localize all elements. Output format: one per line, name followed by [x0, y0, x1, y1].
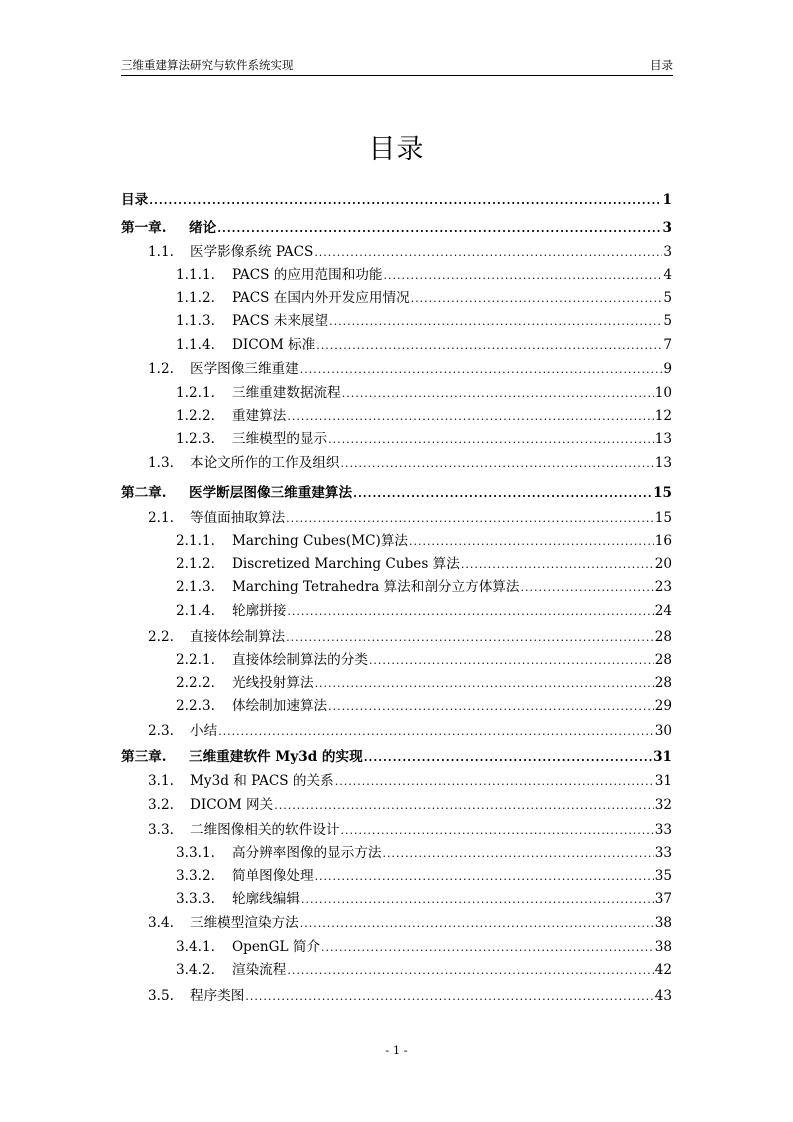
toc-entry-page: 20 — [654, 556, 672, 572]
toc-entry-number: 1.1.4. — [176, 337, 215, 353]
toc-leader-dots — [245, 987, 653, 1007]
toc-leader-dots — [301, 890, 654, 910]
toc-entry-page: 13 — [654, 455, 672, 471]
toc-entry-number: 第三章. — [121, 749, 167, 765]
toc-entry[interactable] — [121, 242, 672, 262]
toc-leader-dots — [287, 961, 653, 981]
toc-entry-page: 28 — [654, 629, 672, 645]
page-number: - 1 - — [385, 1043, 408, 1057]
toc-entry-title: 轮廓拼接 — [232, 603, 287, 619]
toc-leader-dots — [342, 384, 654, 404]
toc-entry-number: 1.1. — [148, 244, 174, 260]
toc-entry[interactable] — [121, 795, 672, 815]
toc-entry-title: 直接体绘制算法 — [190, 629, 286, 645]
toc-leader-dots — [521, 578, 654, 598]
toc-entry-title: 体绘制加速算法 — [232, 698, 328, 714]
toc-entry[interactable] — [121, 265, 672, 285]
toc-entry-page: 16 — [654, 533, 672, 549]
toc-leader-dots — [335, 772, 654, 792]
toc-entry-title: PACS 的应用范围和功能 — [232, 267, 383, 283]
toc-entry-number: 1.2.2. — [176, 408, 215, 424]
toc-leader-dots — [329, 312, 662, 332]
toc-entry[interactable] — [121, 673, 672, 693]
toc-entry-page: 5 — [663, 290, 672, 306]
toc-entry-title: 三维重建数据流程 — [232, 385, 341, 401]
toc-entry-number: 2.3. — [148, 723, 174, 739]
toc-leader-dots — [287, 602, 653, 622]
toc-leader-dots — [383, 844, 654, 864]
toc-entry-number: 3.2. — [148, 797, 174, 813]
toc-entry-page: 1 — [662, 192, 672, 208]
toc-entry[interactable] — [121, 359, 672, 379]
toc-entry-page: 7 — [663, 337, 672, 353]
toc-entry-page: 10 — [654, 385, 672, 401]
toc-leader-dots — [300, 360, 663, 380]
toc-entry-number: 3.4.2. — [176, 962, 215, 978]
toc-entry[interactable] — [121, 288, 672, 308]
toc-leader-dots — [364, 748, 652, 768]
toc-leader-dots — [314, 243, 662, 263]
toc-entry-title: 重建算法 — [232, 408, 287, 424]
toc-entry[interactable] — [121, 747, 672, 767]
toc-entry-page: 31 — [653, 749, 672, 765]
toc-entry[interactable] — [121, 383, 672, 403]
toc-entry-page: 42 — [654, 962, 672, 978]
toc-entry-number: 1.1.1. — [176, 267, 215, 283]
toc-entry-page: 28 — [654, 675, 672, 691]
toc-entry-title: 三维重建软件 My3d 的实现 — [189, 749, 363, 765]
toc-entry-page: 3 — [662, 220, 672, 236]
toc-entry-title: 绪论 — [189, 220, 217, 236]
toc-entry[interactable] — [121, 627, 672, 647]
page-title: 目录 — [368, 134, 425, 165]
toc-entry-title: DICOM 标准 — [232, 337, 316, 353]
toc-entry-number: 第一章. — [121, 220, 167, 236]
toc-entry-number: 2.1. — [148, 510, 174, 526]
toc-entry[interactable] — [121, 986, 672, 1006]
toc-entry-title: PACS 在国内外开发应用情况 — [232, 290, 410, 306]
toc-entry-title: 光线投射算法 — [232, 675, 314, 691]
toc-entry-page: 13 — [654, 431, 672, 447]
toc-entry-title: 程序类图 — [190, 988, 245, 1004]
toc-entry-title: 医学图像三维重建 — [190, 361, 299, 377]
toc-entry-title: 轮廓线编辑 — [232, 891, 300, 907]
toc-entry-title: 医学断层图像三维重建算法 — [189, 485, 353, 501]
toc-entry-number: 2.1.2. — [176, 556, 215, 572]
toc-entry-number: 2.1.1. — [176, 533, 215, 549]
toc-entry[interactable] — [121, 866, 672, 886]
toc-entry-page: 37 — [654, 891, 672, 907]
page-header — [121, 57, 673, 76]
toc-entry[interactable] — [121, 429, 672, 449]
toc-leader-dots — [218, 722, 654, 742]
toc-entry[interactable] — [121, 577, 672, 597]
toc-entry[interactable] — [121, 218, 672, 238]
toc-entry-title: 医学影像系统 PACS — [190, 244, 314, 260]
toc-entry-number: 1.2.1. — [176, 385, 215, 401]
toc-entry[interactable] — [121, 190, 672, 210]
toc-entry-title: 简单图像处理 — [232, 868, 314, 884]
toc-entry-title: OpenGL 简介 — [232, 939, 321, 955]
toc-entry-number: 2.2. — [148, 629, 174, 645]
toc-entry-title: 渲染流程 — [232, 962, 287, 978]
toc-leader-dots — [287, 407, 653, 427]
toc-leader-dots — [315, 867, 654, 887]
toc-entry[interactable] — [121, 650, 672, 670]
toc-entry-number: 2.2.1. — [176, 652, 215, 668]
toc-entry-page: 31 — [654, 773, 672, 789]
toc-leader-dots — [461, 555, 654, 575]
toc-leader-dots — [409, 532, 654, 552]
toc-entry-page: 24 — [654, 603, 672, 619]
toc-entry-number: 1.3. — [148, 455, 174, 471]
toc-leader-dots — [341, 454, 654, 474]
toc-entry[interactable] — [121, 453, 672, 473]
toc-leader-dots — [149, 191, 661, 211]
toc-entry-number: 3.5. — [148, 988, 174, 1004]
toc-entry-page: 4 — [663, 267, 672, 283]
toc-leader-dots — [300, 914, 654, 934]
toc-leader-dots — [321, 938, 654, 958]
toc-entry[interactable] — [121, 820, 672, 840]
toc-entry-title: DICOM 网关 — [190, 797, 274, 813]
toc-entry[interactable] — [121, 771, 672, 791]
toc-entry-title: 等值面抽取算法 — [190, 510, 286, 526]
header-document-title: 三维重建算法研究与软件系统实现 — [121, 58, 294, 72]
toc-entry-number: 3.3. — [148, 822, 174, 838]
toc-entry-title: 二维图像相关的软件设计 — [190, 822, 340, 838]
toc-entry[interactable] — [121, 531, 672, 551]
toc-entry-number: 1.1.3. — [176, 313, 215, 329]
toc-entry-number: 1.1.2. — [176, 290, 215, 306]
toc-entry-title: PACS 未来展望 — [232, 313, 329, 329]
toc-entry[interactable] — [121, 508, 672, 528]
toc-entry-title: My3d 和 PACS 的关系 — [190, 773, 334, 789]
toc-entry-title: 高分辨率图像的显示方法 — [232, 845, 382, 861]
toc-entry[interactable] — [121, 311, 672, 331]
toc-entry-title: 三维模型渲染方法 — [190, 915, 299, 931]
toc-entry[interactable] — [121, 721, 672, 741]
toc-entry-page: 38 — [654, 939, 672, 955]
toc-entry[interactable] — [121, 601, 672, 621]
toc-entry[interactable] — [121, 960, 672, 980]
toc-entry-page: 32 — [654, 797, 672, 813]
toc-leader-dots — [353, 484, 652, 504]
toc-entry-number: 1.2.3. — [176, 431, 215, 447]
toc-entry-number: 3.3.1. — [176, 845, 215, 861]
toc-entry-page: 12 — [654, 408, 672, 424]
toc-entry-title: Marching Cubes(MC)算法 — [232, 533, 409, 549]
toc-entry[interactable] — [121, 335, 672, 355]
toc-entry-number: 3.3.3. — [176, 891, 215, 907]
toc-entry-number: 2.1.3. — [176, 579, 215, 595]
toc-leader-dots — [286, 628, 654, 648]
toc-entry[interactable] — [121, 483, 672, 503]
toc-entry-page: 15 — [653, 485, 672, 501]
toc-entry-page: 33 — [654, 822, 672, 838]
toc-entry-number: 1.2. — [148, 361, 174, 377]
toc-entry[interactable] — [121, 889, 672, 909]
toc-entry-number: 第二章. — [121, 485, 167, 501]
toc-entry-page: 15 — [654, 510, 672, 526]
toc-entry-page: 38 — [654, 915, 672, 931]
toc-entry[interactable] — [121, 696, 672, 716]
toc-entry-number: 3.3.2. — [176, 868, 215, 884]
toc-entry[interactable] — [121, 406, 672, 426]
toc-leader-dots — [328, 697, 654, 717]
toc-entry-page: 5 — [663, 313, 672, 329]
toc-leader-dots — [341, 821, 654, 841]
toc-leader-dots — [217, 219, 661, 239]
toc-entry-page: 29 — [654, 698, 672, 714]
toc-leader-dots — [411, 289, 663, 309]
toc-entry-number: 3.4.1. — [176, 939, 215, 955]
toc-entry-number: 2.1.4. — [176, 603, 215, 619]
toc-entry-title: Discretized Marching Cubes 算法 — [232, 556, 460, 572]
toc-leader-dots — [328, 430, 654, 450]
toc-entry-page: 30 — [654, 723, 672, 739]
toc-leader-dots — [369, 651, 654, 671]
toc-entry-number: 3.4. — [148, 915, 174, 931]
toc-entry[interactable] — [121, 554, 672, 574]
toc-entry-number: 2.2.2. — [176, 675, 215, 691]
toc-leader-dots — [384, 266, 663, 286]
toc-entry-page: 23 — [654, 579, 672, 595]
header-section-name: 目录 — [650, 58, 673, 72]
toc-entry-page: 9 — [663, 361, 672, 377]
toc-entry-page: 28 — [654, 652, 672, 668]
toc-leader-dots — [274, 796, 653, 816]
toc-entry-number: 目录 — [121, 192, 149, 208]
toc-entry-number: 2.2.3. — [176, 698, 215, 714]
toc-leader-dots — [286, 509, 654, 529]
toc-entry-page: 43 — [654, 988, 672, 1004]
toc-entry-title: 小结 — [190, 723, 218, 739]
toc-entry-title: 直接体绘制算法的分类 — [232, 652, 368, 668]
toc-entry-title: 三维模型的显示 — [232, 431, 328, 447]
toc-entry-page: 33 — [654, 845, 672, 861]
toc-entry[interactable] — [121, 937, 672, 957]
toc-entry-number: 3.1. — [148, 773, 174, 789]
toc-entry-title: 本论文所作的工作及组织 — [190, 455, 340, 471]
toc-leader-dots — [315, 674, 654, 694]
toc-entry-page: 35 — [654, 868, 672, 884]
toc-entry-title: Marching Tetrahedra 算法和剖分立方体算法 — [232, 579, 520, 595]
toc-entry-page: 3 — [663, 244, 672, 260]
toc-entry[interactable] — [121, 913, 672, 933]
toc-leader-dots — [316, 336, 662, 356]
toc-entry[interactable] — [121, 843, 672, 863]
